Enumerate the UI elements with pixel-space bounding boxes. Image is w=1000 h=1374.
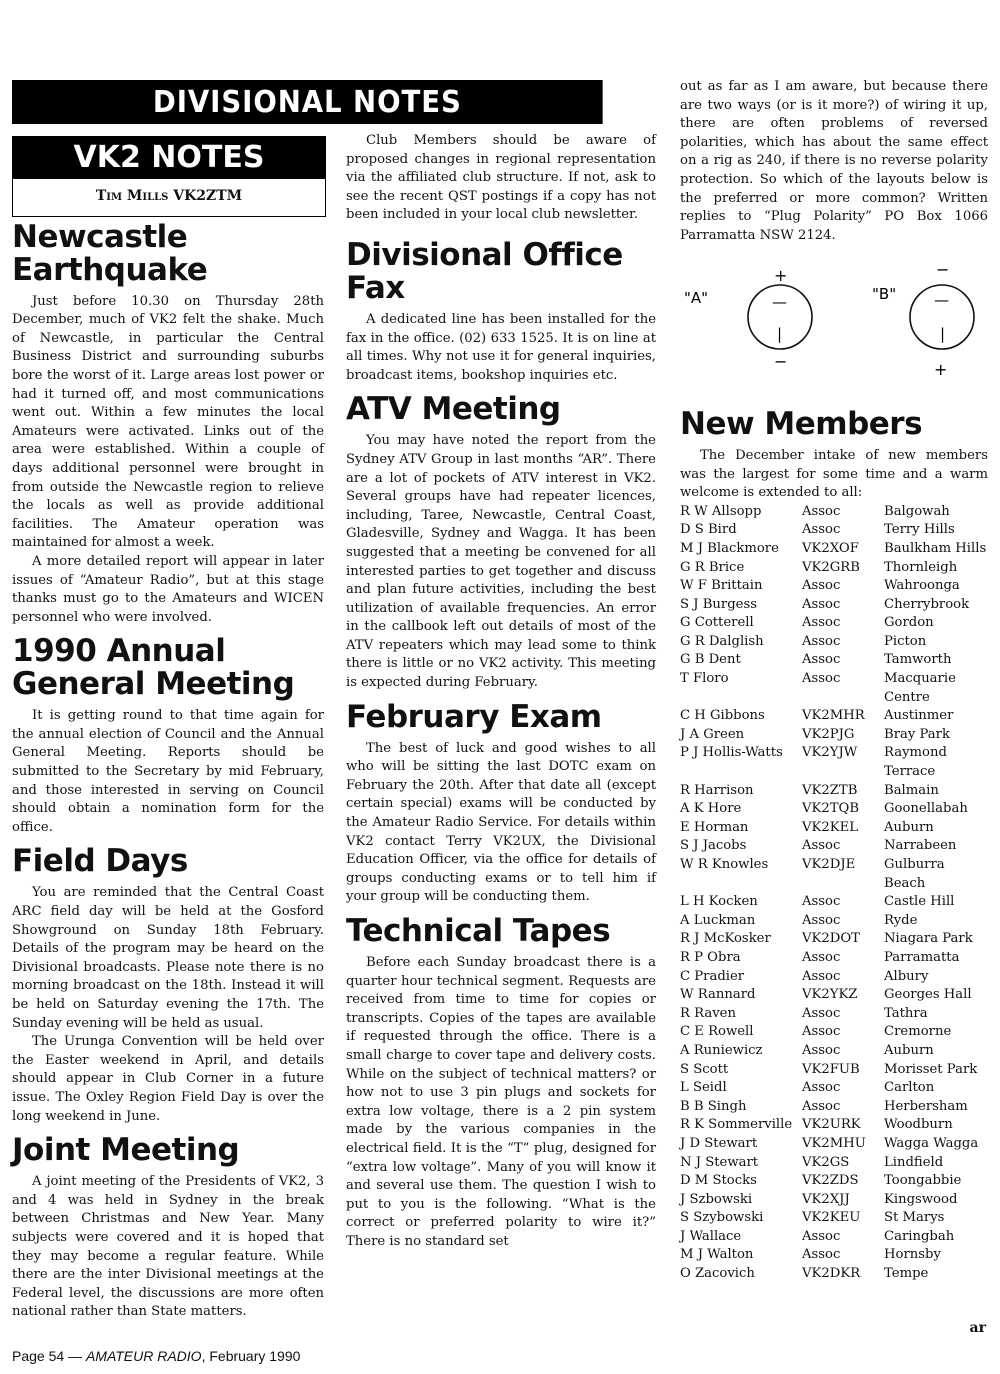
member-town: Carlton <box>884 1080 935 1096</box>
member-name: R K Sommerville <box>680 1117 793 1133</box>
member-row <box>680 1209 988 1228</box>
member-town: Herbersham <box>884 1098 968 1114</box>
column-2 <box>346 132 656 1252</box>
member-callsign: Assoc <box>802 968 841 984</box>
member-callsign: VK2DKR <box>802 1266 861 1282</box>
member-callsign: Assoc <box>802 522 841 538</box>
heading-technical-tapes: Technical Tapes <box>346 913 611 949</box>
plug-a-upper-pin: — <box>772 293 787 312</box>
plug-a-top-sign: + <box>774 266 788 286</box>
member-name: G B Dent <box>680 652 741 668</box>
member-town: Niagara Park <box>884 931 973 947</box>
member-callsign: VK2DOT <box>802 931 860 947</box>
plug-b-top-sign: − <box>936 263 950 280</box>
member-row <box>680 949 988 968</box>
member-name: R P Obra <box>680 949 741 965</box>
member-callsign: Assoc <box>802 671 841 687</box>
member-row <box>680 670 988 707</box>
member-row <box>680 1042 988 1061</box>
column-1 <box>12 136 324 1322</box>
member-town: Albury <box>884 968 929 984</box>
member-name: D M Stocks <box>680 1173 757 1189</box>
diagram-label-b: "B" <box>872 285 897 304</box>
member-callsign: VK2KEU <box>802 1210 861 1226</box>
member-town: Gulburra Beach <box>884 857 945 891</box>
member-row <box>680 1135 988 1154</box>
member-town: Wahroonga <box>884 578 960 594</box>
page-footer <box>12 1348 300 1364</box>
member-town: Tathra <box>884 1005 928 1021</box>
member-callsign: VK2PJG <box>802 726 855 742</box>
member-name: M J Walton <box>680 1247 754 1263</box>
member-row <box>680 1154 988 1173</box>
member-callsign: VK2DJE <box>802 857 856 872</box>
footer-issue-date: , February 1990 <box>201 1348 301 1364</box>
member-row <box>680 503 988 522</box>
member-name: C H Gibbons <box>680 708 765 724</box>
member-town: Parramatta <box>884 949 960 965</box>
tapes-paragraph-continued: out as far as I am aware, but because there are two ways (or is it more?) of wiring it up, there are often problems of reversed polarities, which has about the same effect on a rig as 240, if there is no reverse polarity protection. So which of the layouts below is the preferred or more common? Written replies to “Plug Polarity” PO Box 1066 Parramatta NSW 2124. <box>680 79 988 243</box>
member-callsign: VK2KEL <box>802 819 859 835</box>
member-row <box>680 800 988 819</box>
member-name: S J Jacobs <box>680 838 747 854</box>
member-name: M J Blackmore <box>680 540 779 556</box>
member-row <box>680 856 988 893</box>
heading-new-members: New Members <box>680 405 923 442</box>
member-town: Castle Hill <box>884 894 955 910</box>
member-name: B B Singh <box>680 1098 747 1114</box>
member-row <box>680 651 988 670</box>
member-town: Cremorne <box>884 1024 952 1040</box>
heading-atv-meeting: ATV Meeting <box>346 391 561 428</box>
member-name: P J Hollis-Watts <box>680 745 783 761</box>
member-callsign: VK2ZTB <box>802 782 858 798</box>
atv-paragraph-1: You may have noted the report from the Sydney ATV Group in last months “AR”. There are a lot of pockets of ATV interest in VK2. Several groups have had repeater licences, including, Taree, Newcastle, Central Coast, Gladesville, Sydney and Wagga. It has been suggested that a meeting be convened for all interested parties to get together and discuss and plan future activities, including the best utilization of available frequencies. An error in the callbook left out details of most of the ATV repeaters which may lead some to think there is little or no VK2 activity. This meeting is expected during February. <box>346 433 656 691</box>
member-callsign: VK2URK <box>802 1117 861 1133</box>
member-town: Gordon <box>884 615 934 631</box>
member-town: Georges Hall <box>884 987 972 1003</box>
member-town: Balgowah <box>884 503 950 519</box>
author-byline: Tim Mills VK2ZTM <box>95 188 243 204</box>
member-row <box>680 1061 988 1080</box>
plug-a-bottom-sign: − <box>774 352 788 372</box>
column-3 <box>680 78 988 1284</box>
member-town: Auburn <box>884 1042 934 1058</box>
plug-b-lower-pin: | <box>940 325 946 344</box>
member-row <box>680 819 988 838</box>
joint-meeting-paragraph-2: Club Members should be aware of proposed changes in regional representation via the affiliated club structure. If not, ask to see the recent QST postings if a copy has not been included in your local club newsletter. <box>346 133 656 223</box>
new-members-intro: The December intake of new members was the largest for some time and a warm welcome is extended to all: <box>680 447 988 501</box>
member-row <box>680 986 988 1005</box>
plug-b-bottom-sign: + <box>934 360 948 380</box>
end-mark: ar <box>969 1320 986 1336</box>
member-name: S J Burgess <box>680 596 757 612</box>
joint-meeting-paragraph-1: A joint meeting of the Presidents of VK2, 3 and 4 was held in Sydney in the break between Christmas and New Year. Many subjects were covered and it is hoped that they may become a regular feature. While there are the inter Divisional meetings at the Federal level, the discussions are more often national rather than State matters. <box>12 1174 324 1320</box>
member-callsign: VK2YJW <box>802 745 858 761</box>
member-callsign: Assoc <box>802 633 841 649</box>
exam-paragraph-1: The best of luck and good wishes to all who will be sitting the last DOTC exam on February the 20th. After that date all (except certain special) exams will be conducted by the Amateur Radio Service. For details within VK2 contact Terry VK2UX, the Divisional Education Officer, via the office for details of groups conducting exams or to tell him if your group will be conducting them. <box>346 740 656 905</box>
field-days-paragraph-2: The Urunga Convention will be held over the Easter weekend in April, and details should appear in Club Corner in a future issue. The Oxley Region Field Day is over the long weekend in June. <box>12 1034 324 1124</box>
member-callsign: Assoc <box>802 578 841 594</box>
member-callsign: Assoc <box>802 652 841 668</box>
plug-polarity-diagram <box>680 263 988 381</box>
member-name: R J McKosker <box>680 931 771 947</box>
member-callsign: Assoc <box>802 1042 841 1058</box>
member-name: G R Brice <box>680 559 745 575</box>
member-row <box>680 893 988 912</box>
plug-a-lower-pin: | <box>777 325 783 344</box>
member-callsign: VK2MHR <box>802 708 865 724</box>
member-callsign: Assoc <box>802 1005 841 1021</box>
member-name: W R Knowles <box>680 857 769 872</box>
member-name: C Pradier <box>680 968 745 984</box>
member-name: A Runiewicz <box>680 1042 763 1058</box>
member-town: Wagga Wagga <box>884 1135 979 1151</box>
member-name: G Cotterell <box>680 615 754 631</box>
member-callsign: VK2YKZ <box>802 987 858 1003</box>
member-name: S Scott <box>680 1061 729 1077</box>
member-name: A K Hore <box>680 801 742 817</box>
member-row <box>680 726 988 745</box>
member-town: Ryde <box>884 912 918 928</box>
member-name: W Rannard <box>680 987 756 1003</box>
member-row <box>680 559 988 578</box>
member-row <box>680 1116 988 1135</box>
member-callsign: VK2TQB <box>802 801 860 817</box>
heading-divisional-office-fax: Divisional Office Fax <box>346 236 623 306</box>
member-callsign: Assoc <box>802 596 841 612</box>
member-name: N J Stewart <box>680 1154 759 1170</box>
member-row <box>680 1023 988 1042</box>
member-town: Balmain <box>884 782 939 798</box>
member-town: Narrabeen <box>884 838 957 854</box>
member-town: Tempe <box>884 1266 929 1282</box>
member-town: Cherrybrook <box>884 596 970 612</box>
member-row <box>680 707 988 726</box>
member-row <box>680 596 988 615</box>
member-town: Woodburn <box>884 1117 953 1133</box>
member-town: Macquarie Centre <box>884 671 956 705</box>
agm-paragraph-1: It is getting round to that time again for the annual election of Council and the Annual General Meeting. Reports should be submitted to the Secretary by mid February, and those interested in serving on Council should obtain a nomination form for the office. <box>12 708 324 835</box>
member-town: St Marys <box>884 1210 945 1226</box>
member-row <box>680 1265 988 1284</box>
member-row <box>680 744 988 781</box>
member-town: Hornsby <box>884 1247 941 1263</box>
member-callsign: VK2ZDS <box>802 1173 859 1189</box>
member-town: Goonellabah <box>884 801 968 817</box>
member-name: S Szybowski <box>680 1210 764 1226</box>
member-callsign: VK2XJJ <box>802 1191 850 1207</box>
member-name: W F Brittain <box>680 578 763 594</box>
member-name: L H Kocken <box>680 894 758 910</box>
member-town: Austinmer <box>884 708 954 724</box>
heading-newcastle-earthquake: Newcastle Earthquake <box>12 218 208 288</box>
member-town: Caringbah <box>884 1228 955 1244</box>
member-town: Baulkham Hills <box>884 540 987 556</box>
member-name: E Horman <box>680 819 749 835</box>
member-row <box>680 1098 988 1117</box>
member-callsign: VK2GS <box>802 1154 850 1170</box>
member-callsign: Assoc <box>802 1228 841 1244</box>
member-name: D S Bird <box>680 522 737 538</box>
member-name: G R Dalglish <box>680 633 764 649</box>
member-callsign: Assoc <box>802 1024 841 1040</box>
member-callsign: Assoc <box>802 1247 841 1263</box>
member-name: R Harrison <box>680 782 754 798</box>
member-row <box>680 968 988 987</box>
member-callsign: VK2FUB <box>802 1061 860 1077</box>
member-row <box>680 1246 988 1265</box>
footer-magazine-title: AMATEUR RADIO <box>85 1348 202 1364</box>
member-callsign: Assoc <box>802 1080 841 1096</box>
member-name: R W Allsopp <box>680 503 762 519</box>
member-callsign: VK2MHU <box>802 1135 866 1151</box>
newcastle-paragraph-1: Just before 10.30 on Thursday 28th December, much of VK2 felt the shake. Much of Newcastle, in particular the Central Business District and surrounding suburbs bore the worst of it. Large areas lost power or had it turned off, and most communications went out. Within a few minutes the local Amateurs were activated. Links out of the area were established. Within a couple of days additional personnel were brought in from outside the Newcastle region to relieve the locals as well as provide additional facilities. The Amateur operation was maintained for almost a week. <box>12 293 324 551</box>
member-row <box>680 1228 988 1247</box>
member-row <box>680 521 988 540</box>
member-name: L Seidl <box>680 1080 727 1096</box>
member-town: Toongabbie <box>884 1173 962 1189</box>
heading-field-days: Field Days <box>12 843 188 880</box>
member-town: Lindfield <box>884 1154 944 1170</box>
member-name: R Raven <box>680 1005 736 1021</box>
vk2-notes-title: VK2 NOTES <box>13 137 325 179</box>
member-name: T Floro <box>680 671 729 687</box>
member-row <box>680 1172 988 1191</box>
new-members-table <box>680 503 988 1284</box>
tapes-paragraph-1: Before each Sunday broadcast there is a quarter hour technical segment. Requests are received from time to time for copies or transcripts. Copies of the tapes are available if requested through the office. There is a small charge to cover tape and delivery costs. While on the subject of technical matters? or how not to use 3 pin plugs and sockets for extra low voltage, there is a 2 pin system made by the various companies in the electrical field. It is the “T” plug, designed for “extra low voltage”. Many of you will know it and several use them. The question I wish to put to you is the following. “What is the correct or preferred polarity to wire it?” There is no standard set <box>346 955 656 1249</box>
member-callsign: Assoc <box>802 912 841 928</box>
member-name: C E Rowell <box>680 1024 754 1040</box>
member-callsign: VK2XOF <box>802 540 859 556</box>
divisional-notes-banner: DIVISIONAL NOTES <box>12 80 603 124</box>
member-town: Auburn <box>884 819 934 835</box>
member-row <box>680 1005 988 1024</box>
heading-joint-meeting: Joint Meeting <box>12 1132 240 1169</box>
member-row <box>680 614 988 633</box>
member-name: O Zacovich <box>680 1266 755 1282</box>
member-name: A Luckman <box>680 912 756 928</box>
member-row <box>680 540 988 559</box>
member-row <box>680 633 988 652</box>
member-row <box>680 1079 988 1098</box>
member-town: Thornleigh <box>884 559 958 575</box>
member-row <box>680 782 988 801</box>
member-town: Tamworth <box>884 652 952 668</box>
member-callsign: VK2GRB <box>802 559 860 575</box>
member-name: J A Green <box>680 726 745 742</box>
member-callsign: Assoc <box>802 615 841 631</box>
newcastle-paragraph-2: A more detailed report will appear in later issues of “Amateur Radio”, but at this stage thanks must go to the Amateurs and WICEN personnel who were involved. <box>12 553 324 625</box>
member-name: J Szbowski <box>680 1191 753 1207</box>
member-name: J Wallace <box>680 1228 742 1244</box>
heading-february-exam: February Exam <box>346 698 602 735</box>
field-days-paragraph-1: You are reminded that the Central Coast ARC field day will be held at the Gosford Showground on Sunday 18th February. Details of the program may be heard on the Divisional broadcasts. Please note there is no morning broadcast on the 18th. Instead it will be held on Saturday evening the 17th. The Sunday evening will be held as usual. <box>12 885 324 1031</box>
vk2-notes-box <box>12 136 326 217</box>
heading-annual-general-meeting: 1990 Annual General Meeting <box>12 633 295 703</box>
member-town: Terry Hills <box>884 522 955 538</box>
member-town: Bray Park <box>884 726 950 742</box>
plug-b-upper-pin: — <box>934 291 949 310</box>
member-callsign: Assoc <box>802 503 841 519</box>
member-row <box>680 912 988 931</box>
member-row <box>680 1191 988 1210</box>
diagram-label-a: "A" <box>684 289 709 308</box>
fax-paragraph-1: A dedicated line has been installed for the fax in the office. (02) 633 1525. It is on line at all times. Why not use it for general inquiries, broadcast items, bookshop inquiries etc. <box>346 311 656 383</box>
member-row <box>680 837 988 856</box>
member-callsign: Assoc <box>802 949 841 965</box>
member-callsign: Assoc <box>802 894 841 910</box>
member-name: J D Stewart <box>680 1135 758 1151</box>
member-town: Raymond Terrace <box>884 745 947 780</box>
member-town: Kingswood <box>884 1191 958 1207</box>
member-town: Morisset Park <box>884 1061 978 1077</box>
member-callsign: Assoc <box>802 838 841 854</box>
member-row <box>680 577 988 596</box>
footer-page-number: Page 54 — <box>12 1348 86 1364</box>
member-town: Picton <box>884 633 927 649</box>
member-callsign: Assoc <box>802 1098 841 1114</box>
member-row <box>680 930 988 949</box>
